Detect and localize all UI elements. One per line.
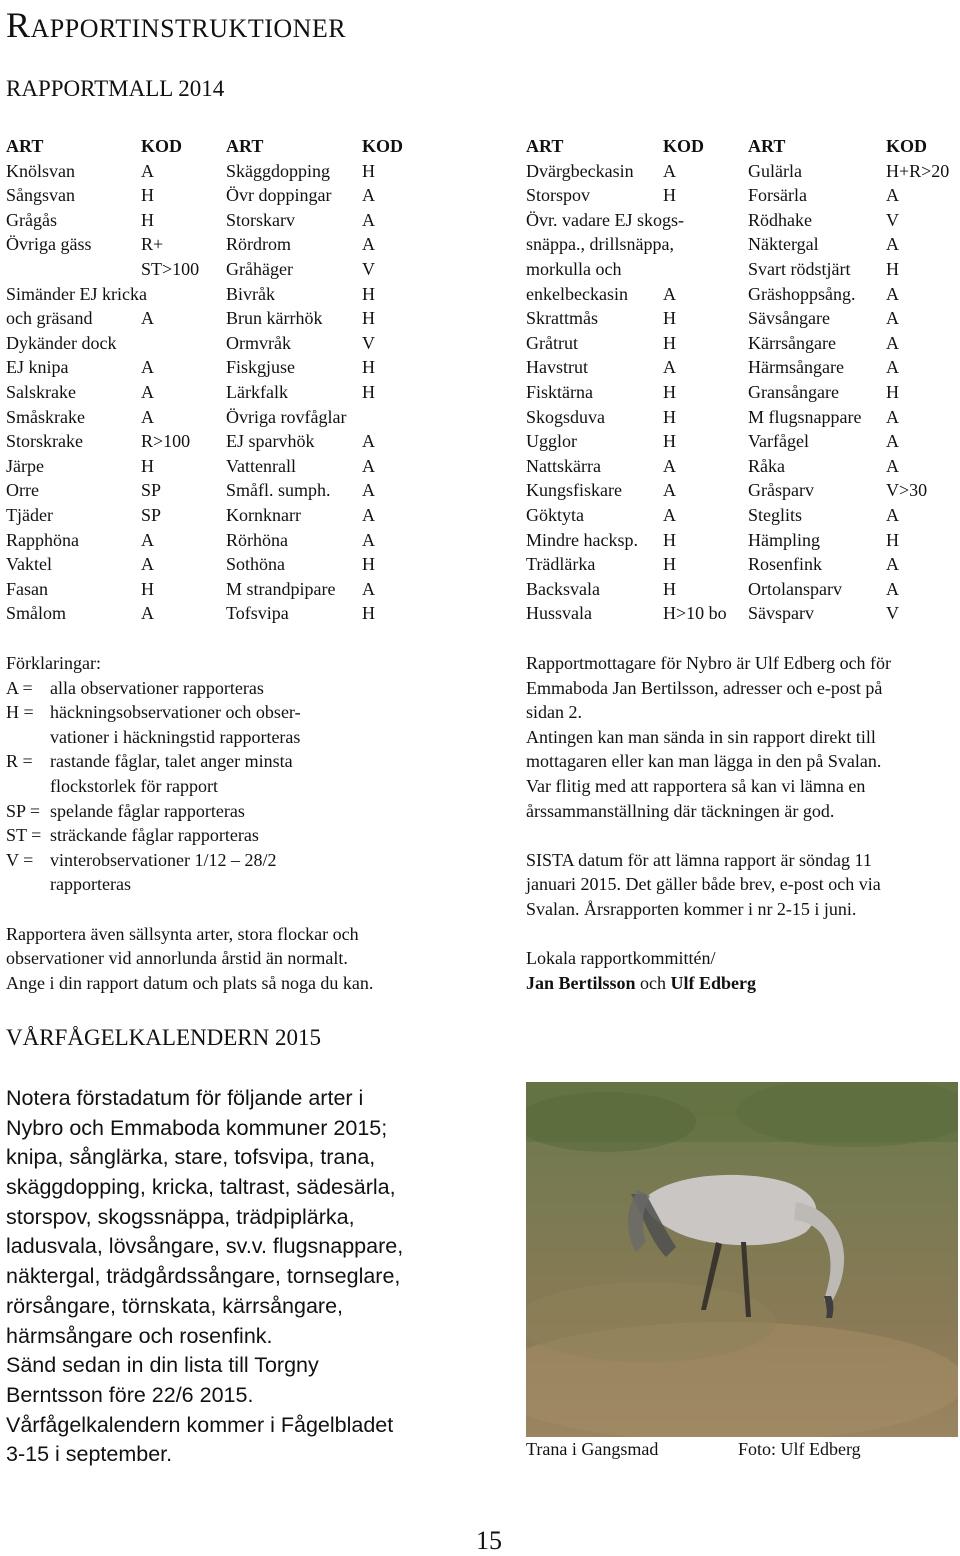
species-code: A (362, 529, 375, 550)
explanation-value: spelande fåglar rapporteras (50, 800, 245, 821)
explanation-value: vationer i häckningstid rapporteras (50, 726, 301, 747)
species-name: Sothöna (226, 554, 286, 575)
explanation-key: V = (6, 849, 34, 870)
committee-label: Lokala rapportkommittén/ (526, 948, 716, 969)
species-code: H (362, 283, 375, 304)
species-code: H (362, 160, 375, 181)
species-name: Vaktel (6, 554, 52, 575)
table-row (526, 528, 958, 553)
species-name: Dvärgbeckasin (526, 160, 634, 181)
species-code: A (886, 357, 899, 378)
table-row (526, 355, 958, 380)
note-line: Rapportera även sällsynta arter, stora flockar och (6, 923, 359, 944)
species-name: Brun kärrhök (226, 308, 323, 329)
species-name: Rördrom (226, 234, 291, 255)
column-header-kod: KOD (663, 136, 705, 156)
species-name: Kornknarr (226, 504, 301, 525)
deadline-line: Svalan. Årsrapporten kommer i nr 2-15 i juni. (526, 898, 857, 919)
deadline-line: januari 2015. Det gäller både brev, e-post och via (526, 874, 881, 895)
explanation-line (6, 823, 446, 848)
deadline-line: SISTA datum för att lämna rapport är söndag 11 (526, 849, 872, 870)
table-row (6, 232, 436, 257)
species-name: Grågås (6, 209, 57, 230)
species-name: Orre (6, 480, 39, 501)
species-name: Rosenfink (748, 554, 822, 575)
species-name: Nattskärra (526, 455, 601, 476)
species-code: H (362, 357, 375, 378)
explanation-value: vinterobservationer 1/12 – 28/2 (50, 849, 277, 870)
species-code: A (663, 455, 676, 476)
explanation-key: ST = (6, 825, 42, 846)
species-name: Övr. vadare EJ skogs- (526, 209, 684, 230)
species-name: Gråhäger (226, 258, 293, 279)
species-name: Havstrut (526, 357, 588, 378)
table-row (6, 380, 436, 405)
explanation-value: sträckande fåglar rapporteras (50, 825, 259, 846)
table-row (6, 528, 436, 553)
species-code: A (886, 283, 899, 304)
species-code: A (141, 308, 154, 329)
species-code: H (141, 578, 154, 599)
species-name: Lärkfalk (226, 381, 288, 402)
calendar-line: rörsångare, törnskata, kärrsångare, (6, 1293, 343, 1318)
explanation-key: A = (6, 677, 33, 698)
explanation-line (6, 725, 446, 750)
explanation-value: häckningsobservationer och obser- (50, 702, 301, 723)
species-name: Härmsångare (748, 357, 844, 378)
calendar-line: storspov, skogssnäppa, trädpiplärka, (6, 1204, 355, 1229)
column-header-kod: KOD (362, 136, 404, 156)
explanation-value: alla observationer rapporteras (50, 677, 264, 698)
calendar-line: näktergal, trädgårdssångare, tornseglare, (6, 1264, 401, 1289)
table-row (526, 405, 958, 430)
calendar-line: Sänd sedan in din lista till Torgny (6, 1353, 319, 1378)
recipient-line: sidan 2. (526, 702, 582, 723)
table-row (6, 355, 436, 380)
species-name: Smålom (6, 603, 67, 624)
species-code: H (362, 381, 375, 402)
table-row (6, 208, 436, 233)
species-name: Kärrsångare (748, 332, 836, 353)
species-code: A (886, 185, 899, 206)
species-table-left (6, 134, 436, 626)
explanation-line (6, 799, 446, 824)
calendar-line: skäggdopping, kricka, taltrast, sädesärla, (6, 1175, 396, 1200)
page-title: RAPPORTINSTRUKTIONER (6, 5, 347, 45)
species-code: H+R>20 (886, 160, 950, 181)
species-name: Kungsfiskare (526, 480, 622, 501)
explanation-key: R = (6, 751, 33, 772)
species-code: SP (141, 480, 162, 501)
table-row (6, 306, 436, 331)
column-header-kod: KOD (886, 136, 928, 156)
species-code: H (141, 185, 154, 206)
species-name: Skogsduva (526, 406, 606, 427)
explanation-value: flockstorlek för rapport (50, 775, 218, 796)
species-name: Tofsvipa (226, 603, 289, 624)
explanation-value: rastande fåglar, talet anger minsta (50, 751, 293, 772)
species-name: Övriga rovfåglar (226, 406, 347, 427)
species-name: Gråtrut (526, 332, 578, 353)
species-code: H (362, 308, 375, 329)
species-name: Göktyta (526, 504, 584, 525)
explanation-key: H = (6, 702, 34, 723)
species-name: Näktergal (748, 234, 819, 255)
species-code: A (362, 480, 375, 501)
species-code: A (141, 554, 154, 575)
species-name: Fiskgjuse (226, 357, 296, 378)
species-code: H (663, 381, 676, 402)
calendar-line: härmsångare och rosenfink. (6, 1323, 273, 1348)
species-code: A (886, 332, 899, 353)
explanation-line (6, 774, 446, 799)
species-name: Råka (748, 455, 785, 476)
calendar-line: Notera förstadatum för följande arter i (6, 1086, 364, 1110)
species-name: Sävsparv (748, 603, 814, 624)
calendar-line: ladusvala, lövsångare, sv.v. flugsnappare, (6, 1234, 404, 1259)
species-code: H (663, 332, 676, 353)
species-code: A (362, 578, 375, 599)
species-code: V>30 (886, 480, 928, 501)
explanation-value: rapporteras (50, 874, 131, 895)
species-name: Övr doppingar (226, 185, 332, 206)
species-code: H (663, 578, 676, 599)
species-code: H (663, 308, 676, 329)
species-name: Ortolansparv (748, 578, 842, 599)
species-code: H (886, 529, 899, 550)
table-row (526, 208, 958, 233)
species-code: A (362, 455, 375, 476)
explanation-line (6, 749, 446, 774)
species-name: Sävsångare (748, 308, 830, 329)
species-code: H (663, 554, 676, 575)
calendar-line: Berntsson före 22/6 2015. (6, 1382, 254, 1407)
species-name: Tjäder (6, 504, 53, 525)
species-name: Knölsvan (6, 160, 75, 181)
note-line: observationer vid annorlunda årstid än normalt. (6, 948, 348, 969)
species-name: Salskrake (6, 381, 76, 402)
explanation-line (6, 848, 446, 873)
report-template-heading: RAPPORTMALL 2014 (6, 76, 225, 101)
table-row (526, 159, 958, 184)
species-name: enkelbeckasin (526, 283, 628, 304)
column-header-kod: KOD (141, 136, 183, 156)
recipient-line: Antingen kan man sända in sin rapport direkt till (526, 726, 876, 747)
species-name: Övriga gäss (6, 234, 92, 255)
recipient-line: Emmaboda Jan Bertilsson, adresser och e-post på (526, 677, 883, 698)
explanation-key: SP = (6, 800, 41, 821)
species-name: Gråsparv (748, 480, 814, 501)
column-header-art: ART (6, 136, 44, 156)
note-line: Ange i din rapport datum och plats så noga du kan. (6, 972, 374, 993)
species-name: M strandpipare (226, 578, 336, 599)
species-name: EJ sparvhök (226, 431, 315, 452)
table-row (6, 503, 436, 528)
page-number: 15 (476, 1526, 502, 1555)
species-name: Simänder EJ kricka (6, 283, 147, 304)
table-row (6, 257, 436, 282)
species-name: Fisktärna (526, 381, 593, 402)
species-code: A (886, 234, 899, 255)
table-row (526, 503, 958, 528)
table-row (6, 282, 436, 307)
species-code: A (141, 529, 154, 550)
table-row (526, 577, 958, 602)
table-row (6, 159, 436, 184)
calendar-line: Nybro och Emmaboda kommuner 2015; (6, 1115, 388, 1140)
species-code: H (362, 554, 375, 575)
species-code: A (141, 603, 154, 624)
species-code: A (362, 504, 375, 525)
table-row (526, 601, 958, 626)
explanation-line (6, 676, 446, 701)
column-header-art: ART (748, 136, 786, 156)
species-name: Rörhöna (226, 529, 288, 550)
species-name: Steglits (748, 504, 803, 525)
table-row (526, 183, 958, 208)
species-name: Storskrake (6, 431, 83, 452)
species-code: A (886, 406, 899, 427)
species-code: SP (141, 504, 162, 525)
species-name: Småfl. sumph. (226, 480, 331, 501)
species-code: R+ (141, 234, 164, 255)
committee-names (526, 971, 958, 996)
recipients-info (526, 651, 958, 995)
table-row (6, 454, 436, 479)
species-code: A (663, 504, 676, 525)
species-name: Hämpling (748, 529, 820, 550)
explanations-heading: Förklaringar: (6, 653, 101, 673)
recipient-line: Var flitig med att rapportera så kan vi lämna en (526, 775, 866, 796)
species-code: A (141, 381, 154, 402)
species-code: V (886, 209, 899, 230)
species-code: A (362, 185, 375, 206)
crane-photo-image (526, 1082, 958, 1437)
species-code: A (886, 455, 899, 476)
species-name: Vattenrall (226, 455, 296, 476)
species-name: EJ knipa (6, 357, 69, 378)
species-code: A (362, 209, 375, 230)
species-code: H (362, 603, 375, 624)
photo-caption: Trana i Gangsmad (526, 1439, 659, 1459)
table-row (526, 306, 958, 331)
crane-photo (526, 1082, 958, 1437)
table-row (526, 478, 958, 503)
species-code: V (886, 603, 899, 624)
table-row (526, 331, 958, 356)
table-row (6, 552, 436, 577)
species-code: A (663, 357, 676, 378)
calendar-line: 3-15 i september. (6, 1442, 173, 1467)
explanation-line (6, 700, 446, 725)
species-code: A (886, 504, 899, 525)
committee-name-2: Ulf Edberg (670, 972, 757, 993)
species-name: Skrattmås (526, 308, 598, 329)
species-code: R>100 (141, 431, 191, 452)
species-code: A (886, 554, 899, 575)
species-name: Skäggdopping (226, 160, 331, 181)
species-name: och gräsand (6, 308, 93, 329)
explanations (6, 651, 446, 995)
species-name: Järpe (6, 455, 44, 476)
species-code: A (663, 480, 676, 501)
species-name: Svart rödstjärt (748, 258, 851, 279)
species-name: M flugsnappare (748, 406, 862, 427)
species-name: Dykänder dock (6, 332, 117, 353)
species-code: H (141, 455, 154, 476)
species-name: Rapphöna (6, 529, 79, 550)
species-code: A (663, 160, 676, 181)
table-header-row (526, 134, 958, 159)
recipient-line: Rapportmottagare för Nybro är Ulf Edberg och för (526, 653, 892, 673)
table-row (6, 601, 436, 626)
species-name: Småskrake (6, 406, 85, 427)
recipient-line: mottagaren eller kan man lägga in den på Svalan. (526, 751, 882, 772)
species-name: Rödhake (748, 209, 812, 230)
species-name: Sångsvan (6, 185, 75, 206)
species-code: H (886, 258, 899, 279)
table-row (6, 405, 436, 430)
column-header-art: ART (226, 136, 264, 156)
species-code: H (663, 185, 676, 206)
calendar-line: knipa, sånglärka, stare, tofsvipa, trana, (6, 1145, 376, 1170)
species-code: A (663, 283, 676, 304)
table-row (526, 232, 958, 257)
species-code: A (141, 357, 154, 378)
species-name: Gulärla (748, 160, 802, 181)
table-row (6, 183, 436, 208)
species-code: ST>100 (141, 258, 200, 279)
species-name: snäppa., drillsnäppa, (526, 234, 674, 255)
species-name: Gransångare (748, 381, 839, 402)
species-name: Storskarv (226, 209, 295, 230)
photo-credit: Foto: Ulf Edberg (738, 1439, 861, 1459)
committee-and: och (640, 972, 667, 993)
table-row (6, 429, 436, 454)
table-row (6, 577, 436, 602)
column-header-art: ART (526, 136, 564, 156)
species-code: H (886, 381, 899, 402)
species-name: Trädlärka (526, 554, 596, 575)
species-code: A (141, 406, 154, 427)
species-code: A (886, 431, 899, 452)
committee-name-1: Jan Bertilsson (526, 972, 636, 993)
species-code: V (362, 258, 375, 279)
table-row (526, 454, 958, 479)
species-name: Bivråk (226, 283, 275, 304)
species-name: Fasan (6, 578, 48, 599)
calendar-line: Vårfågelkalendern kommer i Fågelbladet (6, 1412, 394, 1437)
species-name: morkulla och (526, 258, 622, 279)
species-code: A (141, 160, 154, 181)
table-row (526, 257, 958, 282)
species-code: H>10 bo (663, 603, 727, 624)
species-code: V (362, 332, 375, 353)
table-row (526, 380, 958, 405)
species-name: Gräshoppsång. (748, 283, 856, 304)
species-name: Varfågel (748, 431, 809, 452)
species-code: H (663, 431, 676, 452)
species-table-right (526, 134, 958, 626)
table-row (526, 429, 958, 454)
species-code: H (663, 529, 676, 550)
species-name: Ugglor (526, 431, 577, 452)
table-row (526, 552, 958, 577)
species-name: Storspov (526, 185, 591, 206)
table-row (6, 478, 436, 503)
species-code: H (663, 406, 676, 427)
species-name: Mindre hacksp. (526, 529, 638, 550)
species-code: A (362, 234, 375, 255)
species-code: A (886, 578, 899, 599)
recipient-line: årssammanställning där täckningen är god. (526, 800, 835, 821)
species-name: Hussvala (526, 603, 592, 624)
calendar-text (6, 1084, 403, 1470)
table-row (526, 282, 958, 307)
table-header-row (6, 134, 436, 159)
species-name: Forsärla (748, 185, 807, 206)
species-name: Ormvråk (226, 332, 291, 353)
species-code: A (886, 308, 899, 329)
calendar-heading: VÅRFÅGELKALENDERN 2015 (6, 1025, 321, 1050)
explanation-line (6, 872, 446, 897)
table-row (6, 331, 436, 356)
species-name: Backsvala (526, 578, 600, 599)
species-code: H (141, 209, 154, 230)
species-code: A (362, 431, 375, 452)
